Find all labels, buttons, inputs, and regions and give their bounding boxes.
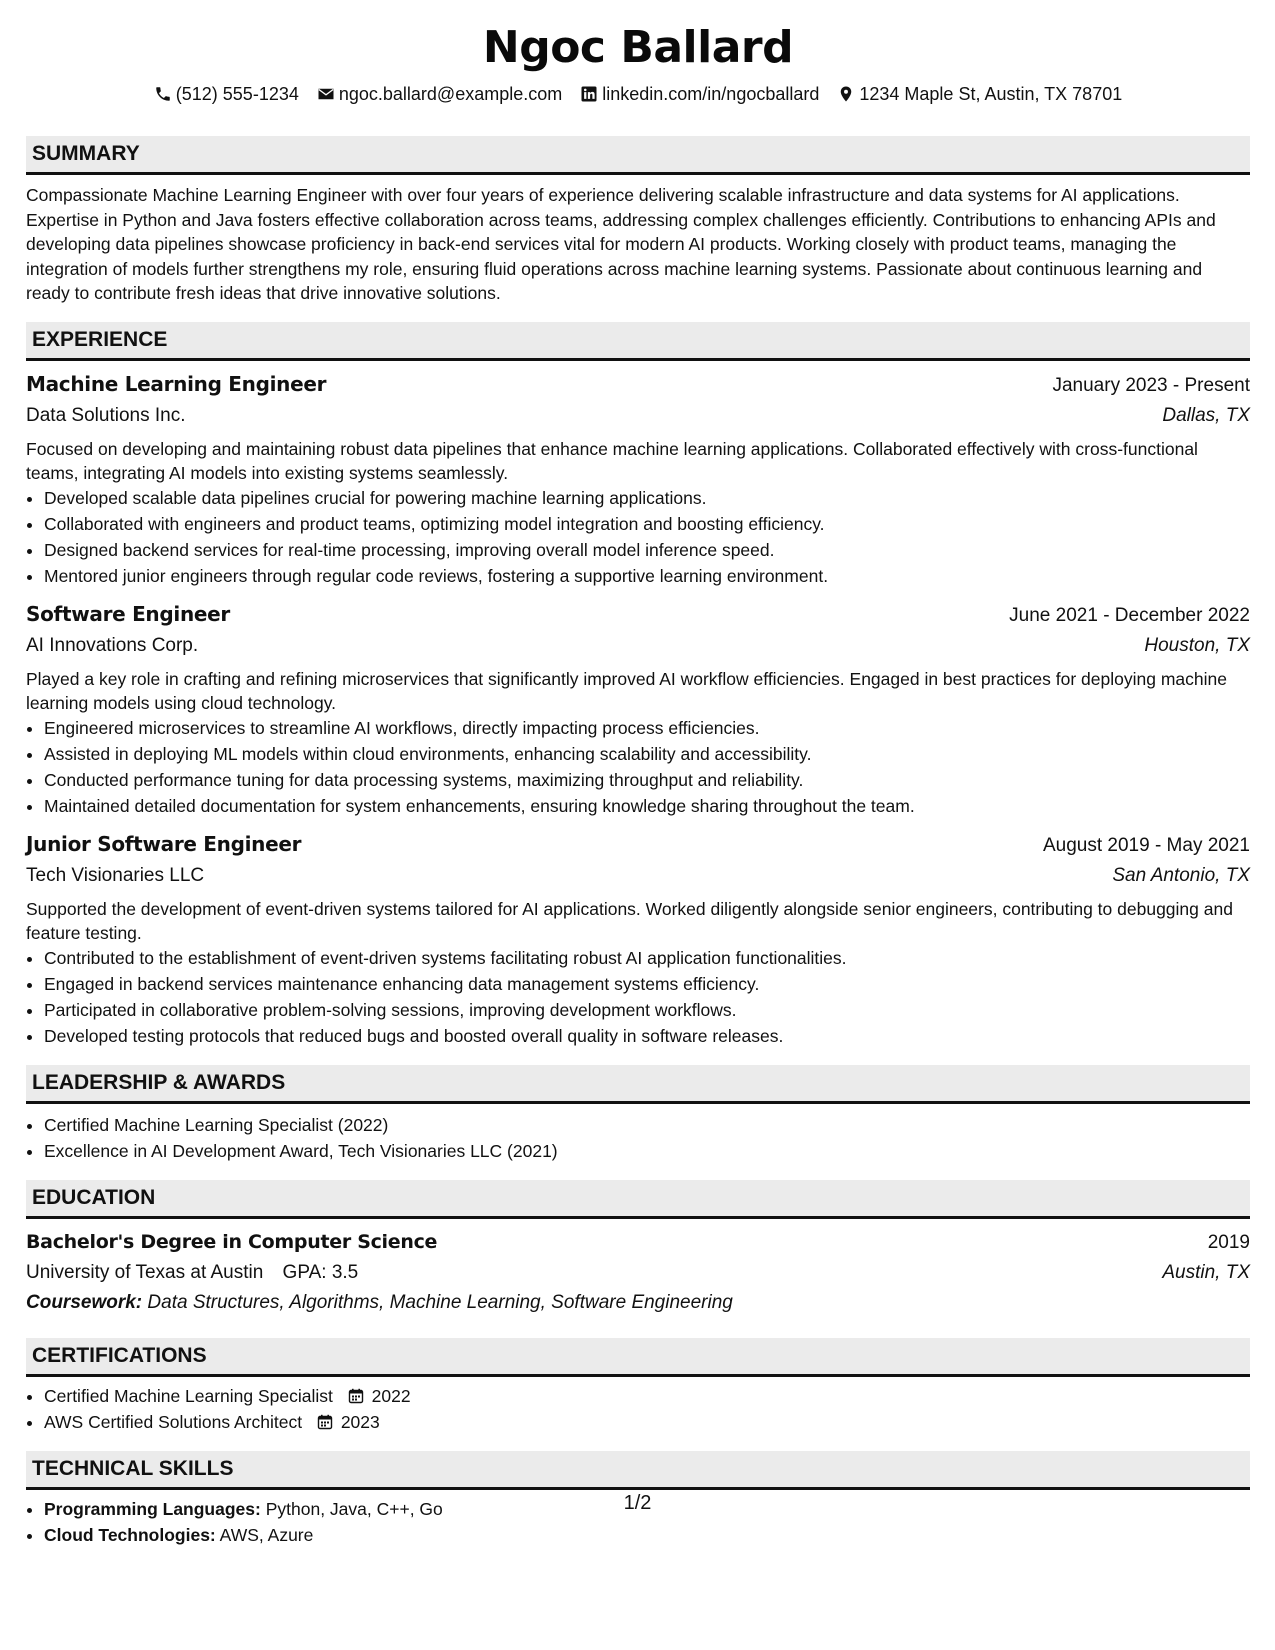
leadership-section bbox=[26, 1065, 1250, 1164]
email-text[interactable]: ngoc.ballard@example.com bbox=[338, 84, 563, 104]
coursework-list: Data Structures, Algorithms, Machine Learning, Software Engineering bbox=[147, 1291, 733, 1313]
contact-address bbox=[837, 82, 1122, 106]
list-item: • Excellence in AI Development Award, Tech Visionaries LLC (2021) bbox=[44, 1138, 1250, 1164]
leadership-list bbox=[26, 1112, 1250, 1164]
list-item: • Designed backend services for real-time processing, improving overall model inference speed. bbox=[44, 537, 1250, 563]
degree: Bachelor's Degree in Computer Science bbox=[26, 1230, 438, 1253]
skill-value: Python, Java, C++, Go bbox=[265, 1498, 443, 1519]
job-entry bbox=[26, 599, 1250, 819]
summary-section bbox=[26, 136, 1250, 306]
job-company: AI Innovations Corp. bbox=[26, 634, 199, 656]
graduation-year: 2019 bbox=[1207, 1231, 1250, 1253]
job-location: Houston, TX bbox=[1144, 634, 1250, 656]
list-item: • Engineered microservices to streamline AI workflows, directly impacting process efficiencies. bbox=[44, 715, 1250, 741]
coursework-label: Coursework: bbox=[26, 1291, 143, 1313]
list-item: • Contributed to the establishment of event-driven systems facilitating robust AI application functionalities. bbox=[44, 945, 1250, 971]
section-title: EDUCATION bbox=[26, 1180, 1250, 1219]
contact-email[interactable] bbox=[317, 82, 562, 106]
education-entry bbox=[26, 1227, 1250, 1318]
job-description: Supported the development of event-driven systems tailored for AI applications. Worked diligently alongside senior engineers, contributing to debugging and feature testing. bbox=[26, 898, 1233, 943]
certification-item bbox=[44, 1409, 1250, 1435]
section-title: CERTIFICATIONS bbox=[26, 1338, 1250, 1377]
section-title: EXPERIENCE bbox=[26, 322, 1250, 361]
summary-text: Compassionate Machine Learning Engineer with over four years of experience delivering scalable infrastructure and data systems for AI applications. Expertise in Python and Java fosters effective collaboration across teams, addressing complex challenges efficiently. Contributions to enhancing APIs and developing data pipelines showcase proficiency in back-end services vital for modern AI products. Working closely with product teams, managing the integration of models further strengthens my role, ensuring fluid operations across machine learning systems. Passionate about continuous learning and ready to contribute fresh ideas that drive innovative solutions. bbox=[26, 185, 1216, 303]
skill-item bbox=[44, 1522, 1250, 1548]
list-item: • Developed testing protocols that reduced bugs and boosted overall quality in software releases. bbox=[44, 1023, 1250, 1049]
school-name: University of Texas at Austin bbox=[26, 1261, 264, 1283]
envelope-icon bbox=[317, 85, 335, 103]
job-entry bbox=[26, 369, 1250, 589]
list-item: • Engaged in backend services maintenance enhancing data management systems efficiency. bbox=[44, 971, 1250, 997]
job-description: Focused on developing and maintaining robust data pipelines that enhance machine learning applications. Collaborated effectively with cross-functional teams, integrating AI models into existing systems seamlessly. bbox=[26, 438, 1198, 483]
page-number: 1/2 bbox=[623, 1492, 652, 1514]
job-company: Data Solutions Inc. bbox=[26, 404, 186, 426]
calendar-icon bbox=[317, 1414, 333, 1430]
certification-name: AWS Certified Solutions Architect bbox=[44, 1411, 303, 1432]
list-item: • Certified Machine Learning Specialist (2022) bbox=[44, 1112, 1250, 1138]
certification-year: 2023 bbox=[340, 1411, 380, 1432]
contact-phone bbox=[154, 82, 299, 106]
job-dates: June 2021 - December 2022 bbox=[1009, 604, 1250, 626]
coursework bbox=[26, 1288, 1250, 1318]
job-location: Dallas, TX bbox=[1162, 404, 1250, 426]
job-description: Played a key role in crafting and refining microservices that significantly improved AI workflow efficiencies. Engaged in best practices for deploying machine learning models using cloud technology. bbox=[26, 668, 1227, 713]
skill-label: Cloud Technologies: bbox=[44, 1524, 216, 1545]
job-location: San Antonio, TX bbox=[1112, 864, 1250, 886]
job-bullets bbox=[26, 715, 1250, 819]
contact-bar bbox=[26, 82, 1250, 106]
job-entry bbox=[26, 829, 1250, 1049]
section-title: TECHNICAL SKILLS bbox=[26, 1451, 1250, 1490]
calendar-icon bbox=[348, 1388, 364, 1404]
map-pin-icon bbox=[837, 85, 855, 103]
job-role: Machine Learning Engineer bbox=[26, 371, 327, 396]
school-line bbox=[26, 1258, 358, 1288]
skill-label: Programming Languages: bbox=[44, 1498, 261, 1519]
list-item: • Participated in collaborative problem-solving sessions, improving development workflows. bbox=[44, 997, 1250, 1023]
job-bullets bbox=[26, 485, 1250, 589]
job-company: Tech Visionaries LLC bbox=[26, 864, 205, 886]
phone-icon bbox=[154, 85, 172, 103]
certification-name: Certified Machine Learning Specialist bbox=[44, 1385, 333, 1406]
list-item: • Conducted performance tuning for data processing systems, maximizing throughput and reliability. bbox=[44, 767, 1250, 793]
list-item: • Assisted in deploying ML models within cloud environments, enhancing scalability and accessibility. bbox=[44, 741, 1250, 767]
job-role: Software Engineer bbox=[26, 601, 230, 626]
phone-text: (512) 555-1234 bbox=[175, 84, 299, 104]
experience-section bbox=[26, 322, 1250, 1049]
list-item: • Maintained detailed documentation for system enhancements, ensuring knowledge sharing throughout the team. bbox=[44, 793, 1250, 819]
job-bullets bbox=[26, 945, 1250, 1049]
education-section bbox=[26, 1180, 1250, 1318]
section-title: SUMMARY bbox=[26, 136, 1250, 175]
list-item: • Developed scalable data pipelines crucial for powering machine learning applications. bbox=[44, 485, 1250, 511]
list-item: • Mentored junior engineers through regular code reviews, fostering a supportive learning environment. bbox=[44, 563, 1250, 589]
certification-year: 2022 bbox=[371, 1385, 411, 1406]
candidate-name: Ngoc Ballard bbox=[482, 22, 794, 73]
school-location: Austin, TX bbox=[1162, 1261, 1250, 1283]
skill-value: AWS, Azure bbox=[219, 1524, 314, 1545]
certifications-section bbox=[26, 1338, 1250, 1435]
certifications-list bbox=[26, 1383, 1250, 1435]
resume-page bbox=[26, 20, 1250, 1548]
certification-item bbox=[44, 1383, 1250, 1409]
job-role: Junior Software Engineer bbox=[26, 831, 302, 856]
linkedin-icon bbox=[580, 85, 598, 103]
contact-linkedin[interactable] bbox=[580, 82, 819, 106]
gpa: GPA: 3.5 bbox=[282, 1261, 359, 1283]
address-text: 1234 Maple St, Austin, TX 78701 bbox=[859, 84, 1123, 104]
linkedin-text[interactable]: linkedin.com/in/ngocballard bbox=[602, 84, 820, 104]
job-dates: August 2019 - May 2021 bbox=[1042, 834, 1250, 856]
job-dates: January 2023 - Present bbox=[1052, 374, 1250, 396]
section-title: LEADERSHIP & AWARDS bbox=[26, 1065, 1250, 1104]
list-item: • Collaborated with engineers and product teams, optimizing model integration and boosting efficiency. bbox=[44, 511, 1250, 537]
